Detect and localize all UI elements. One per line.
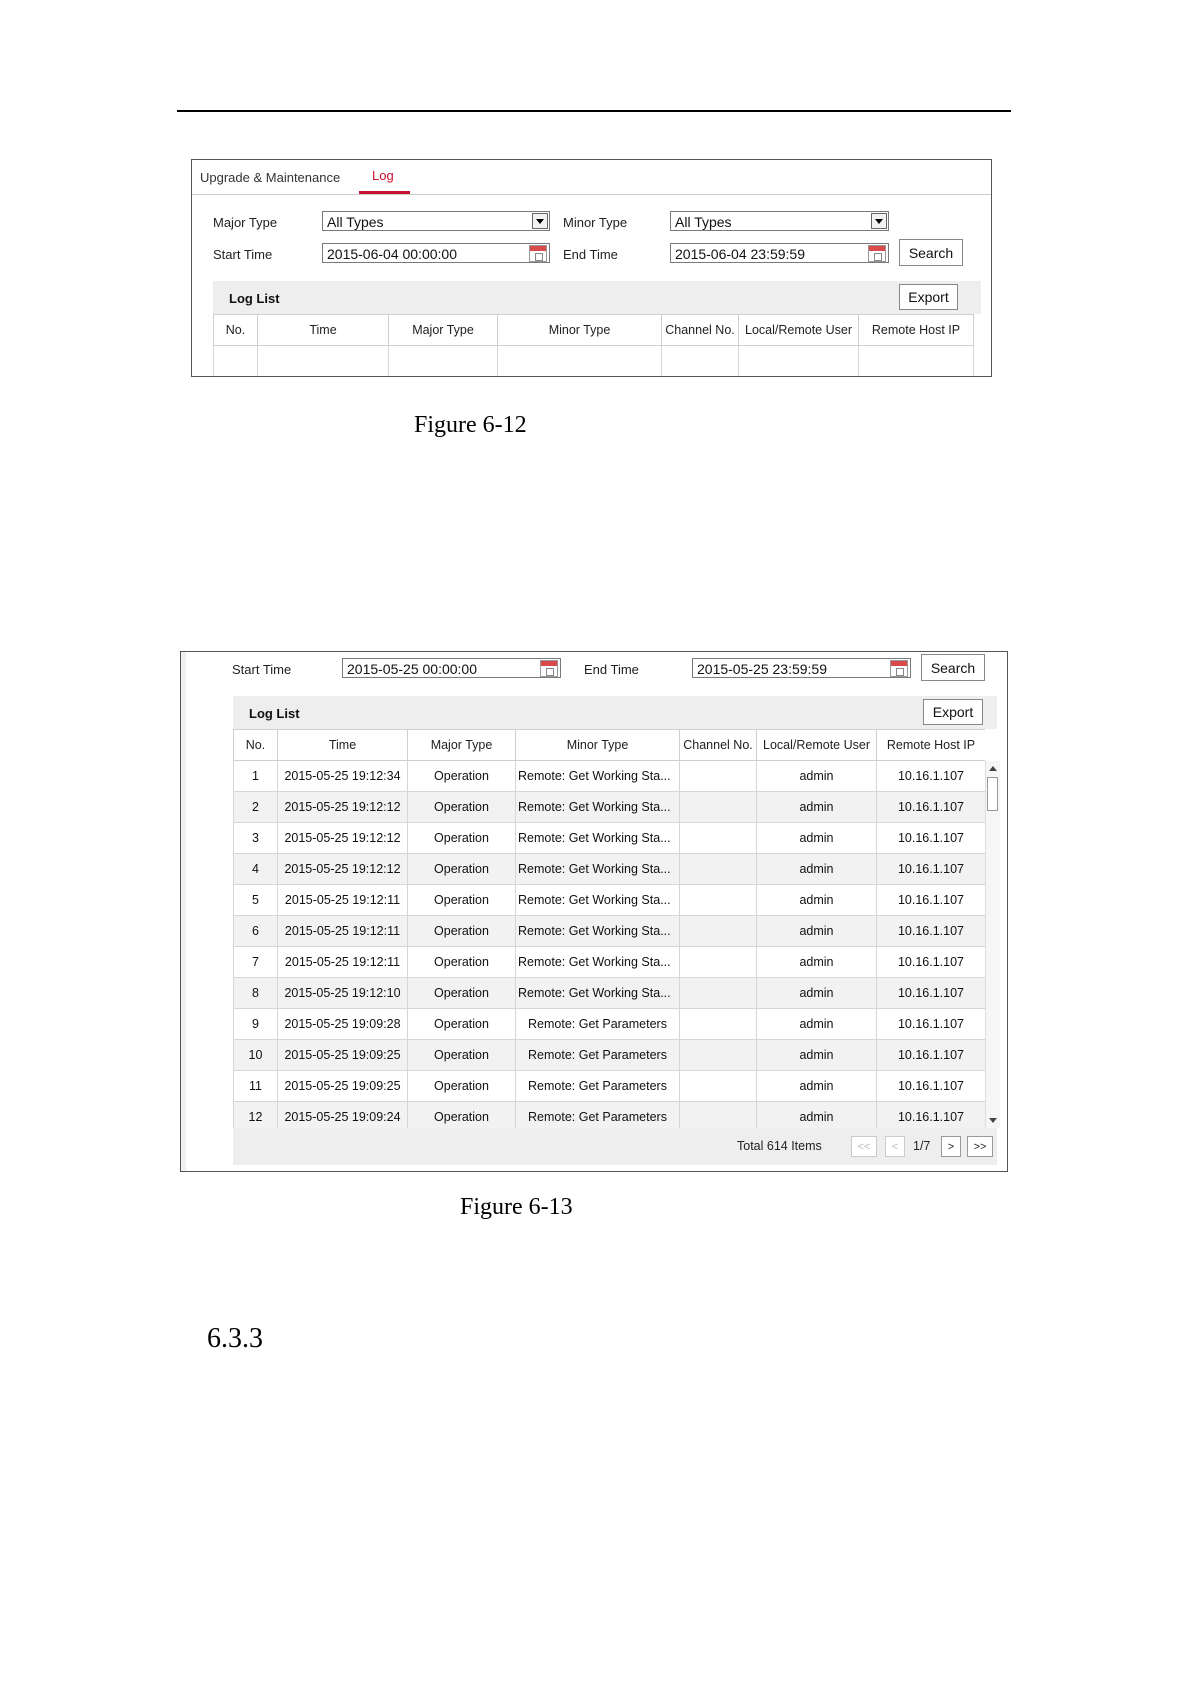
log-list-header: [233, 696, 997, 729]
cell-no: 9: [234, 1009, 278, 1040]
left-edge-shade: [181, 652, 186, 1171]
end-time-label: End Time: [563, 247, 618, 262]
cell-user: admin: [757, 1040, 877, 1071]
cell-time: 2015-05-25 19:12:12: [278, 854, 408, 885]
cell-host-ip: 10.16.1.107: [877, 885, 986, 916]
table-row[interactable]: [234, 823, 986, 854]
cell-channel: [680, 823, 757, 854]
major-type-select[interactable]: [322, 211, 550, 231]
table-row[interactable]: [234, 792, 986, 823]
cell-minor-type: Remote: Get Working Sta...: [516, 947, 680, 978]
cell-host-ip: 10.16.1.107: [877, 978, 986, 1009]
cell-user: admin: [757, 823, 877, 854]
column-header[interactable]: Time: [258, 315, 389, 346]
table-row[interactable]: [234, 761, 986, 792]
cell-minor-type: Remote: Get Parameters: [516, 1009, 680, 1040]
cell-user: admin: [757, 1009, 877, 1040]
empty-row: [214, 346, 974, 377]
pagination-bar: [233, 1128, 997, 1165]
cell-host-ip: 10.16.1.107: [877, 854, 986, 885]
table-row[interactable]: [234, 1071, 986, 1102]
cell-minor-type: Remote: Get Working Sta...: [516, 916, 680, 947]
log-results-panel: [180, 651, 1008, 1172]
major-type-label: Major Type: [213, 215, 278, 230]
cell-user: admin: [757, 947, 877, 978]
calendar-icon[interactable]: [868, 245, 886, 262]
table-row[interactable]: [234, 885, 986, 916]
cell-time: 2015-05-25 19:12:11: [278, 916, 408, 947]
minor-type-value: All Types: [675, 214, 732, 230]
cell-major-type: Operation: [408, 1071, 516, 1102]
log-search-panel: [191, 159, 992, 377]
total-items: Total 614 Items: [737, 1139, 822, 1153]
cell-time: 2015-05-25 19:12:11: [278, 885, 408, 916]
cell-no: 7: [234, 947, 278, 978]
cell-time: 2015-05-25 19:12:10: [278, 978, 408, 1009]
cell-minor-type: Remote: Get Parameters: [516, 1071, 680, 1102]
cell-time: 2015-05-25 19:09:24: [278, 1102, 408, 1129]
scroll-down-icon[interactable]: [989, 1118, 997, 1123]
table-row[interactable]: [234, 1040, 986, 1071]
column-header[interactable]: Time: [278, 730, 408, 761]
cell-major-type: Operation: [408, 947, 516, 978]
cell-channel: [680, 761, 757, 792]
table-row[interactable]: [234, 916, 986, 947]
column-header[interactable]: Channel No.: [680, 730, 757, 761]
cell-no: 6: [234, 916, 278, 947]
cell-time: 2015-05-25 19:12:11: [278, 947, 408, 978]
cell-host-ip: 10.16.1.107: [877, 1040, 986, 1071]
cell-major-type: Operation: [408, 854, 516, 885]
cell-channel: [680, 978, 757, 1009]
last-page-button[interactable]: >>: [967, 1136, 993, 1157]
search-button[interactable]: Search: [921, 654, 985, 681]
cell-time: 2015-05-25 19:12:12: [278, 823, 408, 854]
cell-channel: [680, 1040, 757, 1071]
cell-host-ip: 10.16.1.107: [877, 916, 986, 947]
cell-channel: [680, 1102, 757, 1129]
minor-type-select[interactable]: [670, 211, 889, 231]
cell-host-ip: 10.16.1.107: [877, 823, 986, 854]
log-list-title: Log List: [229, 291, 280, 306]
log-table: [213, 314, 974, 377]
cell-no: 3: [234, 823, 278, 854]
cell-user: admin: [757, 916, 877, 947]
cell-channel: [680, 947, 757, 978]
cell-host-ip: 10.16.1.107: [877, 792, 986, 823]
tab-bar: [192, 160, 991, 195]
cell-no: 11: [234, 1071, 278, 1102]
cell-minor-type: Remote: Get Working Sta...: [516, 885, 680, 916]
cell-no: 5: [234, 885, 278, 916]
cell-major-type: Operation: [408, 1102, 516, 1129]
start-time-label: Start Time: [213, 247, 273, 262]
tab-log-underline: [359, 191, 410, 194]
end-time-input[interactable]: [692, 658, 911, 678]
calendar-icon[interactable]: [890, 660, 908, 677]
end-time-input[interactable]: [670, 243, 889, 263]
cell-minor-type: Remote: Get Working Sta...: [516, 978, 680, 1009]
cell-channel: [680, 885, 757, 916]
column-header[interactable]: Major Type: [389, 315, 498, 346]
table-row[interactable]: [234, 1102, 986, 1129]
column-header[interactable]: Minor Type: [498, 315, 662, 346]
cell-user: admin: [757, 1071, 877, 1102]
cell-major-type: Operation: [408, 761, 516, 792]
cell-major-type: Operation: [408, 885, 516, 916]
cell-host-ip: 10.16.1.107: [877, 761, 986, 792]
figure-caption: Figure 6-12: [414, 412, 527, 438]
column-header[interactable]: Remote Host IP: [859, 315, 974, 346]
cell-no: 1: [234, 761, 278, 792]
column-header[interactable]: Major Type: [408, 730, 516, 761]
scroll-thumb[interactable]: [987, 777, 998, 811]
cell-user: admin: [757, 885, 877, 916]
export-button[interactable]: Export: [923, 699, 983, 725]
start-time-input[interactable]: [322, 243, 550, 263]
tab-upgrade-maintenance[interactable]: Upgrade & Maintenance: [200, 170, 341, 185]
end-time-value: 2015-05-25 23:59:59: [697, 661, 827, 677]
cell-user: admin: [757, 792, 877, 823]
cell-major-type: Operation: [408, 792, 516, 823]
cell-user: admin: [757, 1102, 877, 1129]
chevron-down-icon: [532, 213, 548, 229]
calendar-icon[interactable]: [540, 660, 558, 677]
column-header[interactable]: Remote Host IP: [877, 730, 986, 761]
cell-minor-type: Remote: Get Working Sta...: [516, 761, 680, 792]
figure-caption: Figure 6-13: [460, 1194, 573, 1220]
cell-major-type: Operation: [408, 823, 516, 854]
cell-time: 2015-05-25 19:09:28: [278, 1009, 408, 1040]
cell-no: 2: [234, 792, 278, 823]
cell-channel: [680, 1071, 757, 1102]
major-type-value: All Types: [327, 214, 384, 230]
cell-minor-type: Remote: Get Parameters: [516, 1102, 680, 1129]
start-time-value: 2015-06-04 00:00:00: [327, 246, 457, 262]
cell-channel: [680, 854, 757, 885]
log-list-title: Log List: [249, 706, 300, 721]
cell-major-type: Operation: [408, 978, 516, 1009]
cell-host-ip: 10.16.1.107: [877, 1071, 986, 1102]
cell-time: 2015-05-25 19:12:12: [278, 792, 408, 823]
search-button[interactable]: Search: [899, 239, 963, 266]
cell-no: 4: [234, 854, 278, 885]
chevron-down-icon: [871, 213, 887, 229]
column-header[interactable]: No.: [214, 315, 258, 346]
calendar-icon[interactable]: [529, 245, 547, 262]
cell-time: 2015-05-25 19:12:34: [278, 761, 408, 792]
cell-user: admin: [757, 761, 877, 792]
start-time-label: Start Time: [232, 662, 292, 677]
cell-minor-type: Remote: Get Working Sta...: [516, 854, 680, 885]
table-header-row: [234, 730, 986, 761]
page-indicator: 1/7: [913, 1139, 931, 1153]
cell-time: 2015-05-25 19:09:25: [278, 1040, 408, 1071]
table-row[interactable]: [234, 854, 986, 885]
vertical-scrollbar[interactable]: [985, 761, 1000, 1128]
cell-minor-type: Remote: Get Parameters: [516, 1040, 680, 1071]
tab-log[interactable]: Log: [372, 168, 394, 183]
column-header[interactable]: Channel No.: [662, 315, 739, 346]
export-button[interactable]: Export: [899, 284, 958, 310]
table-row[interactable]: [234, 947, 986, 978]
prev-page-button[interactable]: <: [885, 1136, 905, 1157]
cell-channel: [680, 792, 757, 823]
scroll-up-icon[interactable]: [989, 766, 997, 771]
table-row[interactable]: [234, 1009, 986, 1040]
cell-no: 10: [234, 1040, 278, 1071]
cell-minor-type: Remote: Get Working Sta...: [516, 823, 680, 854]
start-time-input[interactable]: [342, 658, 561, 678]
first-page-button[interactable]: <<: [851, 1136, 877, 1157]
cell-host-ip: 10.16.1.107: [877, 1009, 986, 1040]
column-header[interactable]: No.: [234, 730, 278, 761]
cell-time: 2015-05-25 19:09:25: [278, 1071, 408, 1102]
column-header[interactable]: Local/Remote User: [757, 730, 877, 761]
cell-no: 8: [234, 978, 278, 1009]
start-time-value: 2015-05-25 00:00:00: [347, 661, 477, 677]
cell-host-ip: 10.16.1.107: [877, 947, 986, 978]
next-page-button[interactable]: >: [941, 1136, 961, 1157]
cell-channel: [680, 916, 757, 947]
log-table-scroll: [233, 729, 985, 1128]
log-list-header: [213, 281, 981, 314]
header-rule: [177, 110, 1011, 112]
cell-no: 12: [234, 1102, 278, 1129]
cell-major-type: Operation: [408, 1009, 516, 1040]
minor-type-label: Minor Type: [563, 215, 628, 230]
column-header[interactable]: Local/Remote User: [739, 315, 859, 346]
cell-major-type: Operation: [408, 916, 516, 947]
cell-major-type: Operation: [408, 1040, 516, 1071]
cell-minor-type: Remote: Get Working Sta...: [516, 792, 680, 823]
cell-user: admin: [757, 854, 877, 885]
log-table: [233, 729, 985, 1128]
cell-channel: [680, 1009, 757, 1040]
cell-user: admin: [757, 978, 877, 1009]
cell-host-ip: 10.16.1.107: [877, 1102, 986, 1129]
end-time-label: End Time: [584, 662, 639, 677]
table-header-row: [214, 315, 974, 346]
column-header[interactable]: Minor Type: [516, 730, 680, 761]
end-time-value: 2015-06-04 23:59:59: [675, 246, 805, 262]
section-number: 6.3.3: [207, 1323, 263, 1354]
table-row[interactable]: [234, 978, 986, 1009]
